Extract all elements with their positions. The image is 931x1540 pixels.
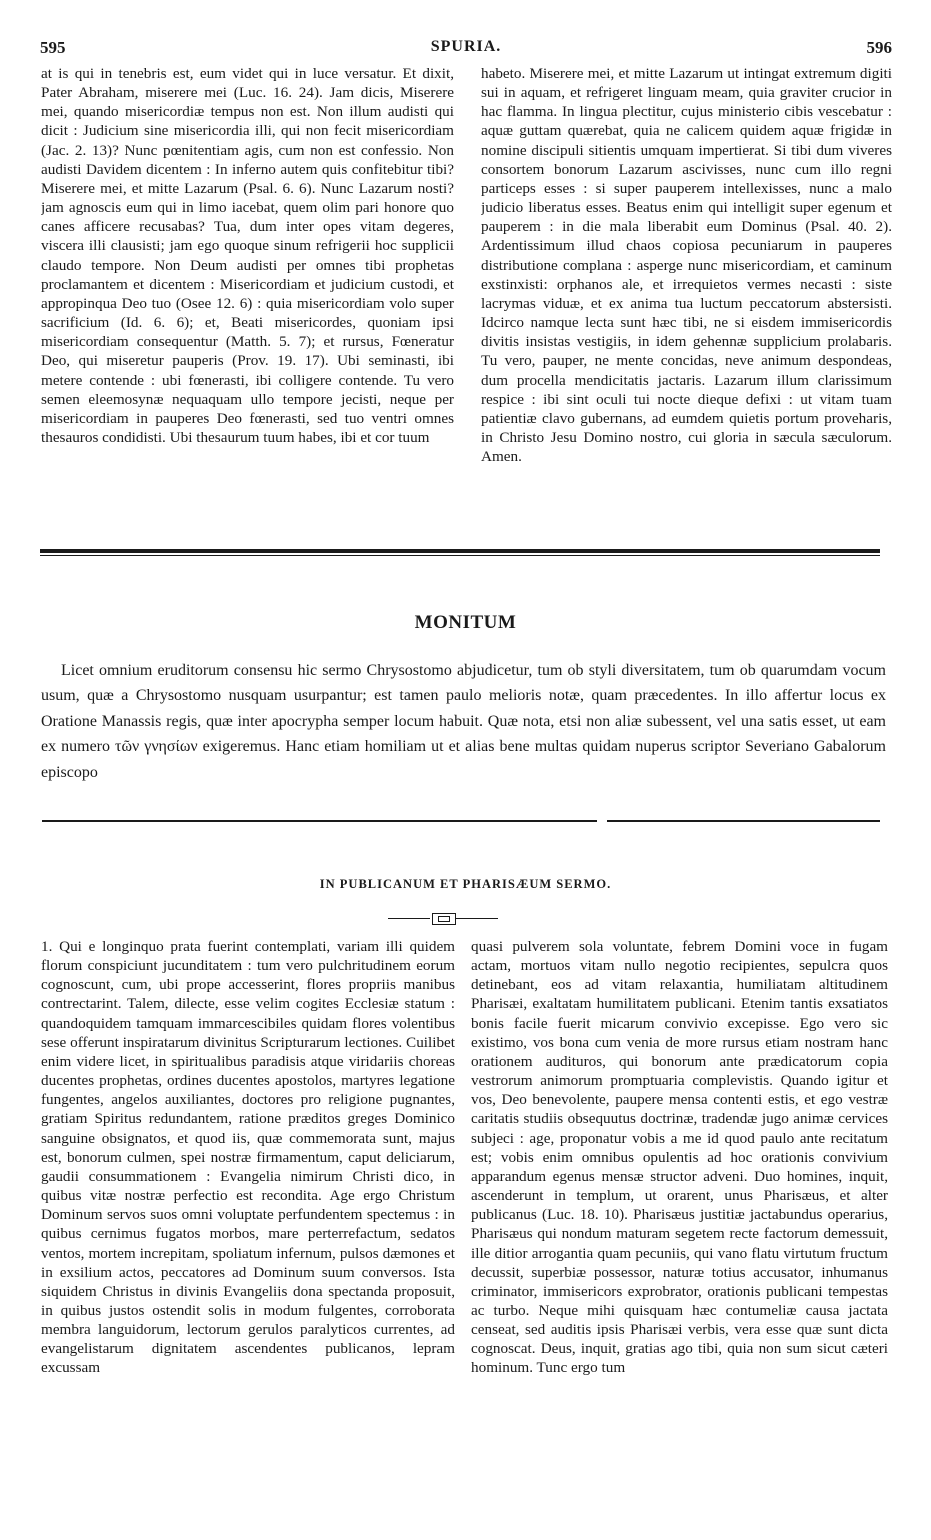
ornament-icon [388,912,498,926]
page-number-right: 596 [866,38,892,57]
column-right-top [481,64,892,530]
monitum-paragraph: Licet omnium eruditorum consensu hic sermo Chrysostomo abjudicetur, tum ob styli diversitatem, tum ob quarumdam vocum usum, quæ a Chrysostomo nusquam usurpantur; est tamen paulo melioris notæ, quam præcedentes. In illo affertur locus ex Oratione Manassis regis, quæ inter apocrypha semper locum habuit. Quæ nota, etsi non aliæ subessent, vel una satis esset, ut eam ex numero τῶν γνησίων exigeremus. Hanc etiam homiliam ut et alias bene multas quidam nuperus scriptor Severiano Gabalorum episcopo [41,662,886,781]
section-divider-thin [40,555,880,556]
monitum-heading: MONITUM [414,612,517,633]
column-left-bottom [41,937,455,1457]
running-header [40,38,892,58]
divider-right [607,820,880,822]
sermon-title: IN PUBLICANUM ET PHARISÆUM SERMO. [319,877,612,891]
page-number-left: 595 [40,38,66,57]
paragraph: habeto. Miserere mei, et mitte Lazarum ut intingat extremum digiti sui in aquam, et refrigeret linguam meam, quia graviter crucior in hac flamma. In lingua plectitur, cujus ministerio cibis vescebatur : aquæ guttam quærebat, quia ne calicem quidem aquæ frigidæ in nomine discipuli sitientis umquam impertierat. Si tibi dum viveres consortem bonorum Lazarum ascivisses, nunc cum illo regni particeps esses : si super pauperem intellexisses, nunc a malo judicio liberatus esses. Beatus enim qui intelligit super egenum et pauperem : in die mala liberabit eum Dominus (Psal. 40. 2). Ardentissimum illud chaos copiosa pecuniarum in pauperes distributione complana : asperge nunc misericordiam, et caminum exstinxisti: orphanos ale, et irrequietos vermes necasti : siste lacrymas viduæ, et ex anima tua luctum peccatorum abstersisti. Idcirco namque lecta sunt hæc tibi, ne si eisdem immisericordis divitis insistas vestigiis, in idem gehennæ supplicium prolabaris. Tu vero, pauper, ne mente concidas, neve animum despondeas, dum procella mendicitatis jactaris. Lazarum illum clarissimum respice : ibi sint oculi tui nocte dieque defixi : ut vitam tuam patientiæ clavo gubernans, ad eumdem quietis portum proveharis, in Christo Jesu Domino nostro, cui gloria in sæcula sæculorum. Amen. [481,65,892,466]
column-left-top [41,64,454,526]
section-divider [40,549,880,553]
paragraph: quasi pulverem sola voluntate, febrem Domini voce in fugam actam, mortuos vitam nullo negotio recipientes, sepulcra quos detinebant, eos ad vitam relaxantia, humiliatam altitudinem Pharisæi, exaltatam humilitatem publicani. Etenim tantis exsatiatos bonis facile fuerit micarum convivio excepisse. Ego vero sic existimo, vos bona cum venia de more rursus etiam nostram hanc orationem audituros, qui bonorum ante prædicatorum copia vestrorum animorum promptuaria complevistis. Quando igitur et vos, Deo benevolente, paupere mensa contenti estis, et ego vestræ caritatis studiis obsequutus doctrinæ, tradendæ jugo animæ cervices subjeci : age, proponatur vobis a me id quod paulo ante recitatum est; vobis enim omnibus opulentis ad hoc orationis convivium apparandum egenus mensæ structor adveni. Duo homines, inquit, ascenderunt in templum, ut orarent, unus Pharisæus, et alter publicanus (Luc. 18. 10). Pharisæus justitiæ jactabundus operarius, Pharisæus qui nondum maturam segetem recte factorum demessuit, ille ditior arrogantia quam pecuniis, qui vano flatu virtutum fructum decussit, superbiæ possessor, naturæ totius accusator, inhumanus criminator, immisericors exprobrator, orationis publicani tempestas ac turbo. Neque mihi quisquam hæc contumeliæ causa jactata censeat, sed auditis ipsis Pharisæi verbis, vera esse quæ sunt dicta cognoscat. Deus, inquit, gratias ago tibi, quia non sum sicut cæteri hominum. Tunc ergo tum [471,938,888,1377]
paragraph: 1. Qui e longinquo prata fuerint contemplati, variam illi quidem florum conspiciunt jucunditatem : tum vero pulchritudinem eorum cognoscunt, cum, ubi prope accesserint, flores propriis manibus contrectarint. Talem, dilecte, esse velim cogites Ecclesiæ statum : quandoquidem tamquam immarcescibiles quidam flores volentibus sese offerunt inspiratarum divinitus Scripturarum lectiones. Cuilibet enim videre licet, in spiritualibus paradisis atque viridariis choreas ducentes prophetas, ordines ducentes apostolos, martyres legatione fungentes, angelos auxiliantes, doctores pro religione pugnantes, gratiam Spiritus redundantem, ratione præditos greges Dominico sanguine obsignatos, et quod iis, quæ commemorata sunt, majus est, bonorum culmen, spei nostræ firmamentum, caput deliciarum, gaudii consummationem : Evangelia nimirum Christi dico, in quibus vitæ nostræ perfectio est recondita. Age ergo Christum Dominum servos suos omni voluptate perfundentem spectemus : in quibus cernimus fugatos morbos, mare perterrefactum, sedatos ventos, mortem increpitam, spoliatum infernum, pulsos dæmones et in exsilium actos, peccatores ad Dominum suum conversos. Ista siquidem Christus in divinis Evangeliis dona spectanda proposuit, in quibus justos ostendit solis in modum fulgentes, corroborata membra languidorum, lectorum gerulos paralyticos currentes, ad evangelistarum dignitatem ascendentes publicanos, lepram excussam [41,938,455,1377]
monitum-text-block [41,658,886,785]
divider-left [42,820,597,822]
running-title: SPURIA. [430,38,502,55]
paragraph: at is qui in tenebris est, eum videt qui in luce versatur. Et dixit, Pater Abraham, miserere mei (Luc. 16. 24). Jam dicis, Miserere mei, quando misericordiæ tempus non est. Non illum audisti qui dicit : Judicium sine misericordia illi, qui non fecit misericordiam (Jac. 2. 13)? Nunc pœnitentiam agis, cum non est confessio. Non audisti Davidem dicentem : In inferno autem quis confitebitur tibi? Miserere mei, et mitte Lazarum (Psal. 6. 6). Nunc Lazarum nosti? jam agnoscis eum qui in limo iacebat, quem olim pari honore quo canes afficere recusabas? Tua, dum inter opes vitam degeres, viscera illi clausisti; jam ego quoque sinum refrigerii hoc supplicii claudo tempore. Non Deum audisti per omnes tibi prophetas proclamantem et dicentem : Misericordiam et judicium custodi, et appropinqua Deo tuo (Osee 12. 6) : quia misericordiam volo super sacrificium (Id. 6. 6); et, Beati misericordes, quoniam ipsi misericordiam consequentur (Matth. 5. 7); et rursus, Fœneratur Deo, qui miseretur pauperis (Prov. 19. 17). Ubi seminasti, ibi metere contende : ubi fœnerasti, ibi colligere contende. Tu vero semen eleemosynæ nequaquam ullo tempore jecisti, neque per misericordiam in pauperes Deo fœnerasti, sed tuo ventri omnes thesauros condidisti. Ubi thesaurum tuum habes, ibi et cor tuum [41,65,454,446]
column-right-bottom [471,937,888,1457]
